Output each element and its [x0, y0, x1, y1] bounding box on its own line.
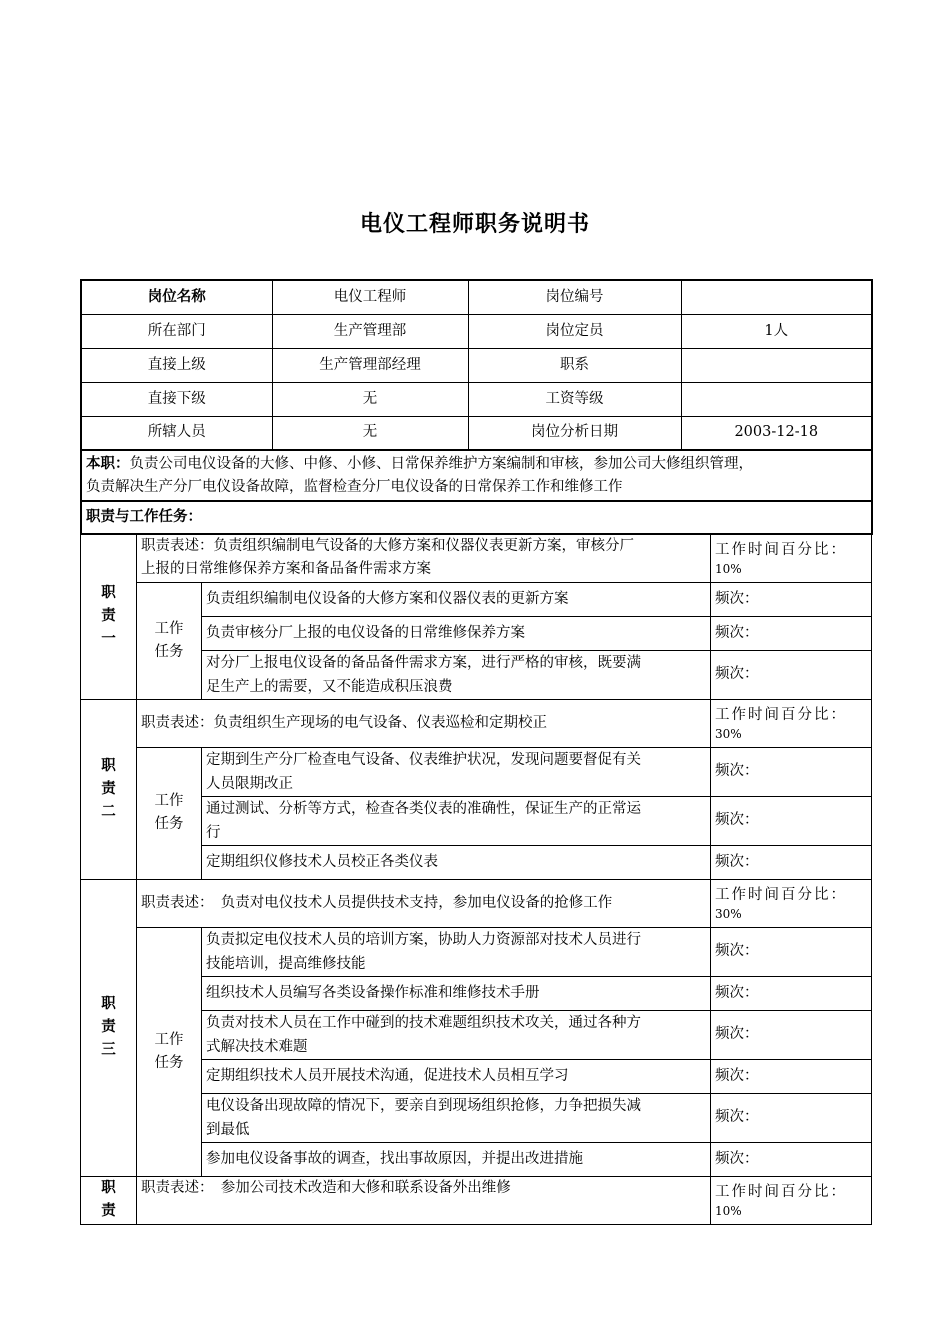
info-row [81, 382, 872, 416]
info-value: 生产管理部 [272, 314, 468, 348]
task-group-label-line: 工作 [154, 620, 184, 637]
duty-statement [137, 534, 711, 582]
duty-statement [137, 1176, 711, 1224]
frequency-cell [711, 616, 872, 650]
info-value [681, 382, 872, 416]
task-text-line: 负责拟定电仪技术人员的培训方案，协助人力资源部对技术人员进行 [206, 931, 641, 948]
frequency-cell [711, 845, 872, 879]
task-text-line: 通过测试、分析等方式，检查各类仪表的准确性，保证生产的正常运 [206, 800, 641, 817]
task-text-line: 定期组织仪修技术人员校正各类仪表 [206, 854, 438, 870]
percent-value: 10% [715, 1203, 742, 1218]
percent-label: 工作时间百分比： [715, 886, 847, 903]
duty-statement-row [81, 879, 872, 927]
duty-name-char: 职 [101, 757, 116, 774]
task-row [81, 747, 872, 796]
task-text-line: 对分厂上报电仪设备的备品备件需求方案，进行严格的审核，既要满 [206, 654, 641, 671]
frequency-label: 频次： [715, 624, 759, 641]
duty-percent-cell [711, 879, 872, 927]
duty-statement-line: 职责表述： 负责对电仪技术人员提供技术支持，参加电仪设备的抢修工作 [141, 894, 613, 911]
task-text-line: 行 [206, 824, 221, 841]
task-text [202, 1142, 711, 1176]
frequency-label: 频次： [715, 1109, 759, 1125]
task-text-line: 负责组织编制电仪设备的大修方案和仪器仪表的更新方案 [206, 591, 569, 607]
section-header-row [81, 501, 872, 534]
duty-name-char: 职 [101, 996, 116, 1012]
task-text-line: 参加电仪设备事故的调查，找出事故原因，并提出改进措施 [206, 1151, 583, 1167]
info-value [681, 280, 872, 314]
duties-table [80, 533, 872, 1225]
frequency-label: 频次： [715, 853, 759, 870]
task-row [81, 582, 872, 616]
duty-statement-row [81, 534, 872, 582]
duty-statement-line: 职责表述： 参加公司技术改造和大修和联系设备外出维修 [141, 1179, 511, 1196]
info-value: 电仪工程师 [272, 280, 468, 314]
info-row [81, 280, 872, 314]
task-text [202, 1010, 711, 1059]
duty-name-char: 一 [101, 631, 116, 648]
benzhi-label: 本职： [86, 455, 130, 472]
task-text-line: 组织技术人员编写各类设备操作标准和维修技术手册 [206, 985, 540, 1001]
task-text-line: 电仪设备出现故障的情况下，要亲自到现场组织抢修，力争把损失减 [206, 1097, 641, 1114]
info-value: 1人 [681, 314, 872, 348]
benzhi-text: 负责解决生产分厂电仪设备故障，监督检查分厂电仪设备的日常保养工作和维修工作 [86, 478, 623, 495]
task-text [202, 796, 711, 845]
frequency-label: 频次： [715, 943, 759, 959]
task-text-line: 足生产上的需要，又不能造成积压浪费 [206, 678, 453, 695]
info-value: 生产管理部经理 [272, 348, 468, 382]
duty-name [81, 699, 137, 879]
frequency-cell [711, 1010, 872, 1059]
task-text [202, 1059, 711, 1093]
task-text [202, 747, 711, 796]
task-text [202, 976, 711, 1010]
task-text-line: 人员限期改正 [206, 775, 293, 792]
task-text [202, 927, 711, 976]
job-info-table [80, 279, 873, 535]
task-text-line: 到最低 [206, 1121, 250, 1138]
document-title: 电仪工程师职务说明书 [359, 212, 590, 237]
task-text [202, 582, 711, 616]
duty-statement [137, 879, 711, 927]
duty-name-char: 二 [101, 803, 116, 820]
duty-statement-row [81, 1176, 872, 1224]
section-header-cell [81, 501, 872, 534]
task-text-line: 式解决技术难题 [206, 1038, 308, 1055]
duty-percent-cell [711, 534, 872, 582]
task-row [81, 927, 872, 976]
info-label: 直接上级 [81, 348, 272, 382]
frequency-label: 频次： [715, 590, 759, 607]
info-label: 岗位名称 [81, 280, 272, 314]
frequency-cell [711, 927, 872, 976]
frequency-label: 频次： [715, 1067, 759, 1084]
task-group-label-line: 工作 [154, 793, 184, 809]
info-label: 岗位分析日期 [468, 416, 681, 450]
frequency-label: 频次： [715, 666, 759, 682]
info-label: 岗位定员 [468, 314, 681, 348]
benzhi-cell [81, 450, 872, 501]
frequency-label: 频次： [715, 812, 759, 828]
info-label: 岗位编号 [468, 280, 681, 314]
frequency-label: 频次： [715, 1026, 759, 1042]
info-value [681, 348, 872, 382]
section-title: 职责与工作任务： [86, 509, 202, 525]
task-text-line: 负责审核分厂上报的电仪设备的日常维修保养方案 [206, 625, 525, 641]
info-value: 2003-12-18 [681, 416, 872, 450]
duty-statement-line: 上报的日常维修保养方案和备品备件需求方案 [141, 561, 431, 578]
percent-value: 10% [715, 561, 742, 576]
task-text-line: 定期组织技术人员开展技术沟通，促进技术人员相互学习 [206, 1068, 569, 1084]
task-text-line: 技能培训，提高维修技能 [206, 955, 366, 972]
benzhi-row [81, 450, 872, 501]
task-text-line: 定期到生产分厂检查电气设备、仪表维护状况，发现问题要督促有关 [206, 751, 641, 768]
info-label: 所辖人员 [81, 416, 272, 450]
duty-name [81, 879, 137, 1176]
frequency-label: 频次： [715, 984, 759, 1001]
frequency-cell [711, 1142, 872, 1176]
duty-name [81, 1176, 137, 1224]
duty-name-char: 责 [101, 608, 116, 625]
percent-label: 工作时间百分比： [715, 706, 847, 723]
info-value: 无 [272, 382, 468, 416]
frequency-cell [711, 796, 872, 845]
duty-name-char: 责 [101, 780, 116, 797]
task-group-label [137, 927, 202, 1176]
duty-name [81, 534, 137, 699]
task-group-label [137, 582, 202, 699]
duty-statement-line: 职责表述：负责组织生产现场的电气设备、仪表巡检和定期校正 [141, 714, 547, 731]
task-group-label [137, 747, 202, 879]
frequency-cell [711, 650, 872, 699]
duty-statement [137, 699, 711, 747]
duty-name-char: 责 [101, 1202, 116, 1219]
task-group-label-line: 工作 [154, 1031, 184, 1048]
frequency-cell [711, 582, 872, 616]
duty-percent-cell [711, 699, 872, 747]
task-group-label-line: 任务 [154, 1054, 184, 1071]
frequency-label: 频次： [715, 1150, 759, 1167]
info-value: 无 [272, 416, 468, 450]
task-text-line: 负责对技术人员在工作中碰到的技术难题组织技术攻关，通过各种方 [206, 1014, 641, 1031]
frequency-cell [711, 747, 872, 796]
task-text [202, 650, 711, 699]
percent-label: 工作时间百分比： [715, 541, 847, 558]
duty-name-char: 职 [101, 1179, 116, 1196]
info-row [81, 416, 872, 450]
frequency-label: 频次： [715, 763, 759, 779]
benzhi-text: 负责公司电仪设备的大修、中修、小修、日常保养维护方案编制和审核，参加公司大修组织管理， [129, 455, 753, 472]
info-label: 工资等级 [468, 382, 681, 416]
info-row [81, 348, 872, 382]
percent-label: 工作时间百分比： [715, 1183, 847, 1200]
duty-percent-cell [711, 1176, 872, 1224]
percent-value: 30% [715, 726, 742, 741]
frequency-cell [711, 976, 872, 1010]
task-group-label-line: 任务 [154, 816, 184, 832]
frequency-cell [711, 1093, 872, 1142]
task-text [202, 616, 711, 650]
task-text [202, 1093, 711, 1142]
percent-value: 30% [715, 906, 742, 921]
task-group-label-line: 任务 [154, 643, 184, 660]
duties-body [81, 534, 872, 1224]
duty-statement-line: 职责表述：负责组织编制电气设备的大修方案和仪器仪表更新方案，审核分厂 [141, 538, 634, 555]
duty-name-char: 职 [101, 585, 116, 602]
info-label: 职系 [468, 348, 681, 382]
duty-name-char: 三 [101, 1042, 116, 1058]
frequency-cell [711, 1059, 872, 1093]
info-label: 直接下级 [81, 382, 272, 416]
info-row [81, 314, 872, 348]
duty-name-char: 责 [101, 1019, 116, 1035]
task-text [202, 845, 711, 879]
duty-statement-row [81, 699, 872, 747]
info-label: 所在部门 [81, 314, 272, 348]
